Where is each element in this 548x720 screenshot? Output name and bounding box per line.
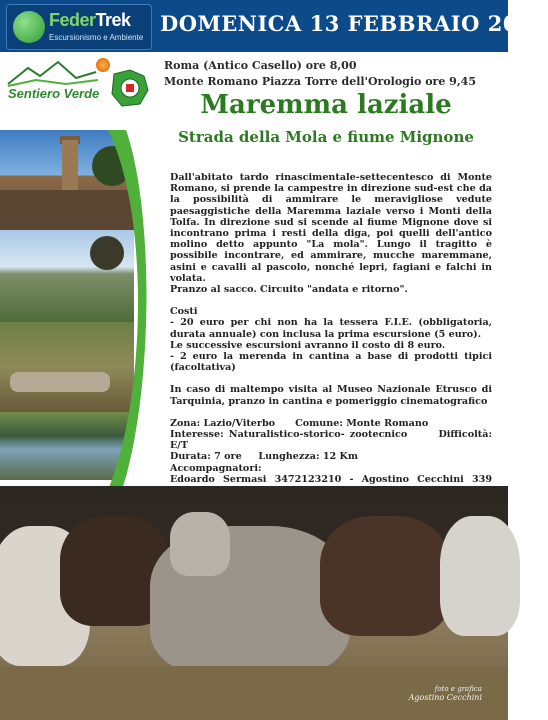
meeting-monte-romano: Monte Romano Piazza Torre dell'Orologio ore 9,45 (164, 75, 476, 88)
federtrek-logo (6, 4, 152, 50)
page-subtitle: Strada della Mola e fiume Mignone (178, 128, 474, 146)
meeting-info (164, 58, 476, 90)
green-swoosh (108, 130, 148, 490)
guides-contacts: Edoardo Sermasi 3472123210 - Agostino Cecchini 339 (170, 473, 492, 485)
sentiero-verde-logo (6, 58, 102, 106)
cost-line-2: Le successive escursioni avranno il costo di 8 euro. (170, 339, 446, 351)
interest-line: Interesse: Naturalistico-storico- zootecnico Difficoltà: E/T (170, 429, 492, 452)
globe-icon (13, 11, 45, 43)
cost-line-1: - 20 euro per chi non ha la tessera F.I.E. (obbligatoria, durata annuale) con inclusa la prima escursione (5 euro). (170, 317, 492, 340)
logo-brand: FederTrek (49, 10, 131, 30)
bad-weather-info: In caso di maltempo visita al Museo Nazionale Etrusco di Tarquinia, pranzo in cantina e pomeriggio cinematografico (170, 384, 492, 407)
meeting-rome: Roma (Antico Casello) ore 8,00 (164, 59, 357, 72)
zona-line: Zona: Lazio/Viterbo Comune: Monte Romano (170, 417, 429, 429)
costs-heading: Costi (170, 306, 198, 318)
event-date: DOMENICA 13 FEBBRAIO 2011 (160, 11, 548, 36)
region-map-icon (108, 68, 152, 108)
mountain-icon (6, 58, 102, 88)
photo-credit: foto e grafica Agostino Cecchini (408, 685, 482, 702)
header-band (0, 0, 548, 52)
logo-subtitle: Escursionismo e Ambiente (49, 33, 144, 42)
cattle-photo (0, 486, 508, 720)
body-text (170, 172, 492, 496)
page-title: Maremma laziale (200, 90, 452, 120)
sentiero-verde-text: Sentiero Verde (8, 86, 100, 101)
duration-line: Durata: 7 ore Lunghezza: 12 Km (170, 451, 359, 463)
lunch-info: Pranzo al sacco. Circuito "andata e ritorno". (170, 284, 408, 296)
cost-line-3: - 2 euro la merenda in cantina a base di prodotti tipici (facoltativa) (170, 351, 492, 374)
description: Dall'abitato tardo rinascimentale-settecentesco di Monte Romano, si prende la campestre in direzione sud-est che da la possibilità di ammirare le meravigliose vedute paesaggistiche della Maremma laziale verso i Monti della Tolfa. In direzione sud si scende al fiume Mignone dove si incontrano prima i resti della diga, poi quelli dell'antico molino detto appunto "La mola". Lungo il tragitto è possibile incontrare, ed ammirare, mucche maremmane, asini e cavalli al pascolo, nonché lepri, fagiani e falchi in volata. (170, 172, 492, 284)
guides-heading: Accompagnatori: (170, 462, 262, 474)
